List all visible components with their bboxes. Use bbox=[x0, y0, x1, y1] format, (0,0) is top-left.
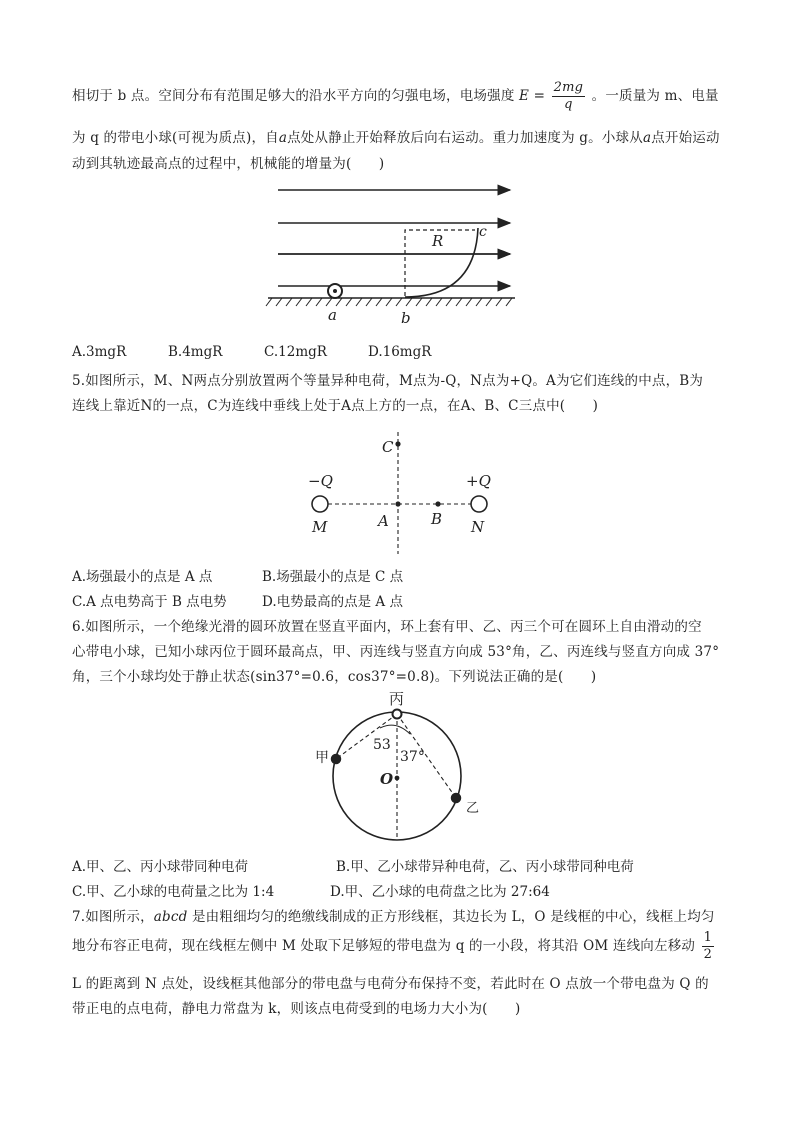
q4-fraction bbox=[552, 80, 586, 113]
charge-m bbox=[312, 496, 328, 512]
q5-option-c: C.A 点电势高于 B 点电势 bbox=[72, 594, 227, 610]
q5-figure bbox=[300, 430, 510, 555]
point-c bbox=[395, 441, 400, 446]
ball-bing bbox=[393, 710, 402, 719]
label-37: 37° bbox=[400, 749, 425, 765]
q7-text-1b: 是由粗细均匀的绝缴线制成的正方形线框，其边长为 L，O 是线框的中心，线框上均匀 bbox=[187, 909, 715, 925]
q4-text-2b: 点处从静止开始释放后向右运动。重力加速度为 g。小球从 bbox=[287, 130, 643, 146]
q4-var-a1: a bbox=[278, 130, 288, 146]
q7-fraction bbox=[702, 930, 714, 963]
q4-text-1a: 相切于 b 点。空间分布有范围足够大的沿水平方向的匀强电场，电场强度 bbox=[72, 88, 515, 104]
label-c: c bbox=[479, 224, 487, 240]
q7-line-2 bbox=[72, 930, 716, 963]
q5-line-1: 5.如图所示，M、N两点分别放置两个等量异种电荷，M点为-Q，N点为+Q。A为它们连线的中点，B为 bbox=[72, 373, 704, 389]
q4-text-1b: 。一质量为 m、电量 bbox=[591, 88, 719, 104]
q7-frac-den: 2 bbox=[703, 947, 713, 962]
label-N: N bbox=[471, 518, 485, 536]
ground-hatch bbox=[266, 298, 512, 306]
q7-text-1a: 7.如图所示， bbox=[72, 909, 154, 925]
q4-eq-lhs: E = bbox=[519, 88, 546, 104]
q6-line-2: 心带电小球，已知小球丙位于圆环最高点，甲、丙连线与竖直方向成 53°角，乙、丙连线与竖直方向成 37° bbox=[72, 644, 720, 660]
q6-figure bbox=[310, 688, 490, 848]
label-bing: 丙 bbox=[389, 690, 405, 708]
q4-text-2a: 为 q 的带电小球(可视为质点)，自 bbox=[72, 130, 279, 146]
q4-line-3: 动到其轨迹最高点的过程中，机械能的增量为( ) bbox=[72, 156, 385, 172]
label-A: A bbox=[378, 512, 389, 530]
label-B: B bbox=[431, 510, 443, 528]
q6-option-b: B.甲、乙小球带异种电荷，乙、丙小球带同种电荷 bbox=[336, 859, 634, 875]
ball-yi bbox=[452, 794, 461, 803]
q6-line-3: 角，三个小球均处于静止状态(sin37°=0.6，cos37°=0.8)。下列说法正确的是( ) bbox=[72, 669, 597, 685]
q6-line-1: 6.如图所示，一个绝缘光滑的圆环放置在竖直平面内，环上套有甲、乙、丙三个可在圆环上自由滑动的空 bbox=[72, 619, 702, 635]
label-a: a bbox=[328, 306, 337, 324]
label-b: b bbox=[401, 309, 411, 327]
q4-option-b: B.4mgR bbox=[168, 344, 223, 360]
q6-option-c: C.甲、乙小球的电荷量之比为 1:4 bbox=[72, 884, 275, 900]
label-minus-Q: −Q bbox=[308, 472, 333, 490]
q5-option-d: D.电势最高的点是 A 点 bbox=[262, 594, 403, 610]
q5-line-2: 连线上靠近N的一点，C为连线中垂线上处于A点上方的一点，在A、B、C三点中( ) bbox=[72, 398, 599, 414]
q4-line-1 bbox=[72, 80, 719, 113]
q7-frac-num: 1 bbox=[703, 930, 713, 945]
q4-figure bbox=[260, 178, 530, 328]
q4-option-c: C.12mgR bbox=[264, 344, 327, 360]
q4-var-a2: a bbox=[642, 130, 652, 146]
q4-frac-den: q bbox=[564, 97, 573, 112]
q7-var-abcd: abcd bbox=[153, 909, 188, 925]
label-plus-Q: +Q bbox=[466, 472, 491, 490]
q5-option-a: A.场强最小的点是 A 点 bbox=[72, 569, 213, 585]
center-o bbox=[395, 776, 400, 781]
point-a bbox=[395, 501, 400, 506]
q4-option-a: A.3mgR bbox=[72, 344, 127, 360]
q6-option-d: D.甲、乙小球的电荷盘之比为 27:64 bbox=[330, 884, 550, 900]
label-C: C bbox=[382, 438, 394, 456]
q7-text-2a: 地分布容正电荷，现在线框左侧中 M 处取下足够短的带电盘为 q 的一小段，将其沿 OM 连线向左移动 bbox=[72, 938, 696, 954]
label-53: 53 bbox=[373, 737, 391, 753]
q7-line-3: L 的距离到 N 点处，设线框其他部分的带电盘与电荷分布保持不变，若此时在 O 点放一个带电盘为 Q 的 bbox=[72, 976, 709, 992]
q4-option-d: D.16mgR bbox=[368, 344, 432, 360]
label-jia: 甲 bbox=[315, 750, 329, 766]
label-yi: 乙 bbox=[466, 801, 480, 816]
q4-line-2 bbox=[72, 126, 720, 146]
label-M: M bbox=[312, 518, 328, 536]
q5-option-b: B.场强最小的点是 C 点 bbox=[262, 569, 404, 585]
q4-text-2c: 点开始运动 bbox=[651, 130, 720, 146]
q7-line-1 bbox=[72, 905, 715, 925]
q4-frac-num: 2mg bbox=[553, 80, 584, 95]
q6-option-a: A.甲、乙、丙小球带同种电荷 bbox=[72, 859, 249, 875]
q7-line-4: 带正电的点电荷，静电力常盘为 k，则该点电荷受到的电场力大小为( ) bbox=[72, 1001, 521, 1017]
label-R: R bbox=[432, 232, 444, 250]
point-b bbox=[435, 501, 440, 506]
ball-jia bbox=[332, 755, 341, 764]
charge-n bbox=[471, 496, 487, 512]
label-O: O bbox=[380, 770, 394, 788]
